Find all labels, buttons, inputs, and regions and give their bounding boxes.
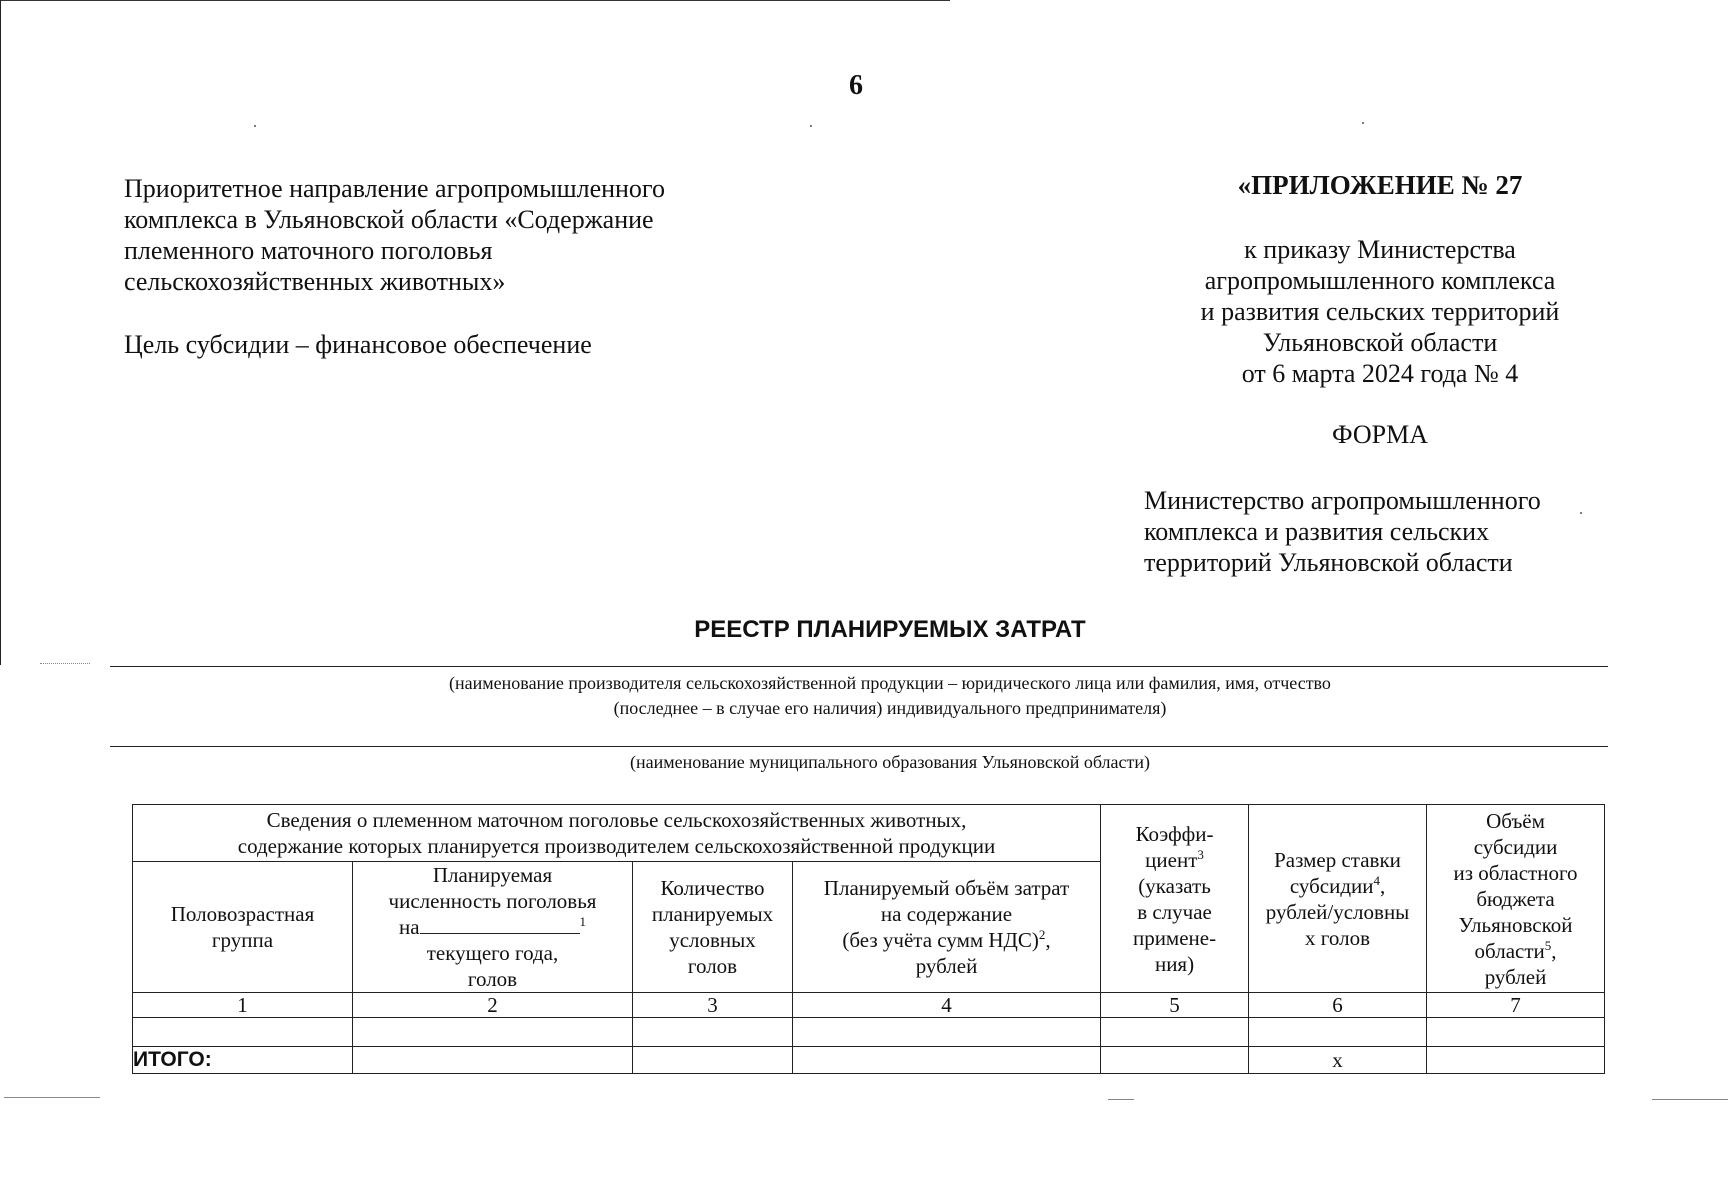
header-line: бюджета: [1476, 886, 1555, 911]
header-line: планируемых: [651, 902, 774, 926]
direction-line: Приоритетное направление агропромышленного: [124, 174, 665, 203]
header-line: содержание которых планируется производителем сельскохозяйственной продукции: [237, 834, 996, 858]
planned-costs-header: [793, 862, 1101, 993]
header-line: Планируемый объём затрат: [823, 876, 1070, 900]
coefficient-header: [1101, 805, 1249, 993]
decree-reference: [1150, 234, 1610, 389]
header-text: субсидии: [1289, 873, 1374, 898]
date-blank-line: [420, 915, 580, 934]
ministry-line: Министерство агропромышленного: [1144, 486, 1541, 515]
priority-direction-text: [124, 173, 764, 297]
footnote-mark: 2: [1038, 927, 1046, 942]
direction-line: комплекса в Ульяновской области «Содержание: [124, 205, 654, 234]
header-line: [795, 927, 1098, 953]
total-row: [133, 1047, 1605, 1074]
table-cell[interactable]: [353, 1047, 633, 1074]
caption-line: (наименование производителя сельскохозяйственной продукции – юридического лица или фамилия, имя, отчество: [449, 673, 1331, 693]
header-line: Ульяновской: [1458, 912, 1573, 937]
appendix-title: «ПРИЛОЖЕНИЕ № 27: [1237, 170, 1523, 200]
column-number-row: [133, 993, 1605, 1018]
scan-speck: [254, 125, 256, 127]
scan-speck: [1580, 512, 1582, 514]
age-group-header: [133, 862, 353, 993]
total-rate-mark: x: [1249, 1047, 1427, 1074]
decree-line: Ульяновской области: [1262, 328, 1498, 357]
header-line: рублей: [915, 954, 978, 978]
scan-speck: [810, 125, 812, 127]
header-line: Коэффи-: [1135, 821, 1214, 846]
scan-artifact: [1652, 1099, 1728, 1100]
planned-costs-table: [132, 804, 1605, 1074]
decree-line: агропромышленного комплекса: [1204, 266, 1556, 295]
header-text: ,: [1045, 928, 1051, 952]
table-cell[interactable]: [1101, 1018, 1249, 1047]
direction-line: сельскохозяйственных животных»: [124, 267, 506, 296]
header-line: Количество: [660, 876, 765, 900]
municipality-name-line: [110, 746, 1608, 747]
column-number: 4: [793, 993, 1101, 1018]
total-label: ИТОГО:: [133, 1047, 353, 1074]
column-number: 3: [633, 993, 793, 1018]
header-line: голов: [467, 967, 518, 991]
footnote-mark: 1: [579, 914, 587, 929]
header-line: [1103, 847, 1246, 873]
header-line: из областного: [1453, 860, 1578, 885]
header-text: ,: [1379, 873, 1386, 898]
scan-left-edge: [0, 0, 1, 665]
footnote-mark: 5: [1544, 937, 1552, 953]
table-cell[interactable]: [793, 1047, 1101, 1074]
form-label: ФОРМА: [1332, 420, 1428, 449]
header-line: Размер ставки: [1274, 847, 1401, 872]
header-line: [1429, 938, 1602, 964]
livestock-info-header: [133, 805, 1101, 862]
planned-headcount-header: [353, 862, 633, 993]
ministry-addressee: [1144, 485, 1614, 578]
table-cell[interactable]: [1427, 1047, 1605, 1074]
table-row: [133, 1018, 1605, 1047]
decree-line: к приказу Министерства: [1244, 235, 1516, 264]
header-line: [1251, 873, 1424, 899]
subsidy-volume-header: [1427, 805, 1605, 993]
table-cell[interactable]: [1427, 1018, 1605, 1047]
header-line: ния): [1154, 951, 1195, 976]
header-line: в случае: [1137, 899, 1212, 924]
table-cell[interactable]: [353, 1018, 633, 1047]
table-cell[interactable]: [793, 1018, 1101, 1047]
header-line: [355, 914, 630, 940]
footnote-mark: 3: [1197, 846, 1204, 862]
municipality-caption: (наименование муниципального образования Ульяновской области): [629, 752, 1150, 772]
header-line: группа: [211, 928, 274, 952]
registry-title: РЕЕСТР ПЛАНИРУЕМЫХ ЗАТРАТ: [694, 616, 1086, 643]
subsidy-rate-header: [1249, 805, 1427, 993]
column-number: 2: [353, 993, 633, 1018]
header-line: Сведения о племенном маточном поголовье сельскохозяйственных животных,: [266, 808, 967, 832]
header-line: Половозрастная: [170, 902, 315, 926]
priority-direction-block: [124, 173, 764, 360]
scan-artifact: [40, 663, 90, 664]
footnote-mark: 4: [1373, 872, 1380, 888]
header-line: численность поголовья: [388, 889, 597, 913]
ministry-line: территорий Ульяновской области: [1144, 548, 1513, 577]
producer-name-line: [110, 666, 1608, 667]
header-text: ,: [1551, 938, 1557, 963]
direction-line: племенного маточного поголовья: [124, 236, 493, 265]
header-line: субсидии: [1473, 834, 1558, 859]
table-cell[interactable]: [133, 1018, 353, 1047]
column-number: 6: [1249, 993, 1427, 1018]
header-line: условных: [669, 928, 756, 952]
header-line: х голов: [1305, 925, 1371, 950]
column-number: 5: [1101, 993, 1249, 1018]
header-line: рублей: [1484, 964, 1547, 989]
table-cell[interactable]: [633, 1047, 793, 1074]
scan-top-edge: [0, 0, 950, 1]
producer-caption: [260, 671, 1520, 721]
caption-line: (последнее – в случае его наличия) индивидуального предпринимателя): [613, 698, 1167, 718]
table-cell[interactable]: [1101, 1047, 1249, 1074]
decree-line: и развития сельских территорий: [1200, 297, 1560, 326]
conditional-heads-header: [633, 862, 793, 993]
scan-artifact: [4, 1097, 100, 1098]
table-cell[interactable]: [633, 1018, 793, 1047]
header-line: (указать: [1138, 873, 1211, 898]
header-line: примене-: [1132, 925, 1217, 950]
header-line: на содержание: [880, 902, 1013, 926]
header-text: на: [398, 915, 420, 939]
header-line: Планируемая: [432, 863, 553, 887]
scan-speck: [1362, 122, 1364, 124]
header-line: текущего года,: [426, 941, 559, 965]
header-line: Объём: [1486, 808, 1545, 833]
scan-artifact: [1108, 1099, 1134, 1100]
page-number: 6: [849, 70, 863, 101]
ministry-line: комплекса и развития сельских: [1144, 517, 1490, 546]
column-number: 1: [133, 993, 353, 1018]
table-cell[interactable]: [1249, 1018, 1427, 1047]
header-text: области: [1474, 938, 1545, 963]
subsidy-goal: Цель субсидии – финансовое обеспечение: [124, 330, 592, 359]
header-text: циент: [1145, 847, 1198, 872]
decree-line: от 6 марта 2024 года № 4: [1241, 359, 1519, 388]
header-text: (без учёта сумм НДС): [842, 928, 1039, 952]
header-line: рублей/условны: [1265, 899, 1410, 924]
header-line: голов: [687, 954, 738, 978]
column-number: 7: [1427, 993, 1605, 1018]
